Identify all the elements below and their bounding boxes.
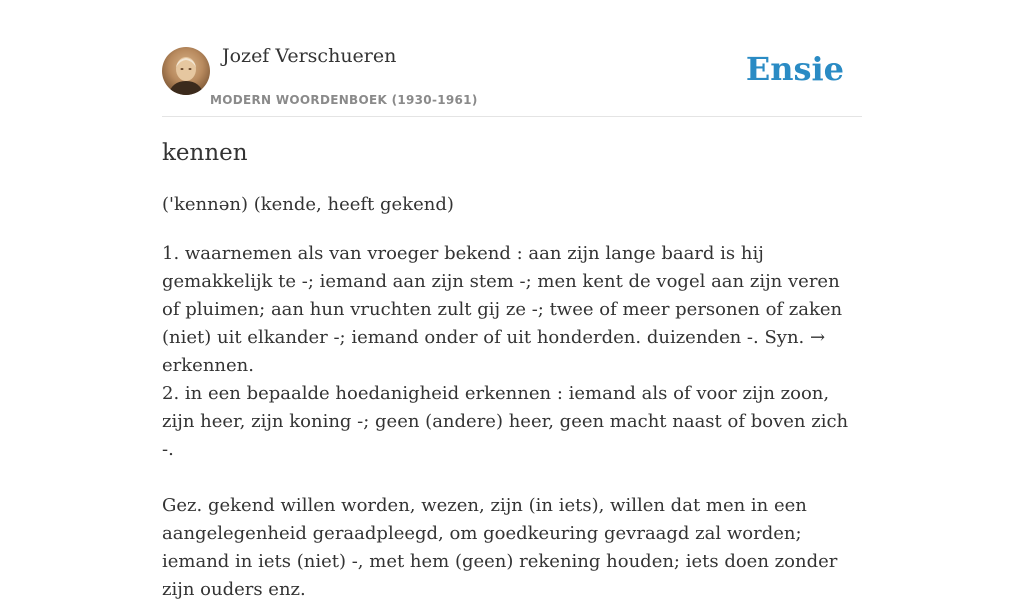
definition	[162, 240, 862, 604]
expressions-note: Gez. gekend willen worden, wezen, zijn (in iets), willen dat men in een aangelegenheid geraadpleegd, om goedkeuring gevraagd zal worden; iemand in iets (niet) -, met hem (geen) rekening houden; iets doen zonder zijn ouders enz.	[162, 495, 838, 600]
paragraph-gap	[162, 464, 862, 492]
headword: kennen	[162, 140, 248, 166]
sense-2: 2. in een bepaalde hoedanigheid erkennen : iemand als of voor zijn zoon, zijn heer, zijn koning -; geen (andere) heer, geen macht naast of boven zich -.	[162, 383, 849, 460]
page-container	[162, 0, 862, 600]
author-name[interactable]: Jozef Verschueren	[222, 45, 397, 67]
ensie-logo[interactable]: Ensie	[745, 50, 844, 88]
author-avatar[interactable]	[162, 47, 210, 95]
sense-1: 1. waarnemen als van vroeger bekend : aan zijn lange baard is hij gemakkelijk te -; iemand aan zijn stem -; men kent de vogel aan zijn veren of pluimen; aan hun vruchten zult gij ze -; twee of meer personen of zaken (niet) uit elkander -; iemand onder of uit honderden. duizenden -. Syn. → erkennen.	[162, 243, 843, 376]
entry-header	[162, 0, 862, 117]
pronunciation: ('kennən) (kende, heeft gekend)	[162, 194, 454, 215]
book-title[interactable]: MODERN WOORDENBOEK (1930-1961)	[210, 93, 478, 107]
